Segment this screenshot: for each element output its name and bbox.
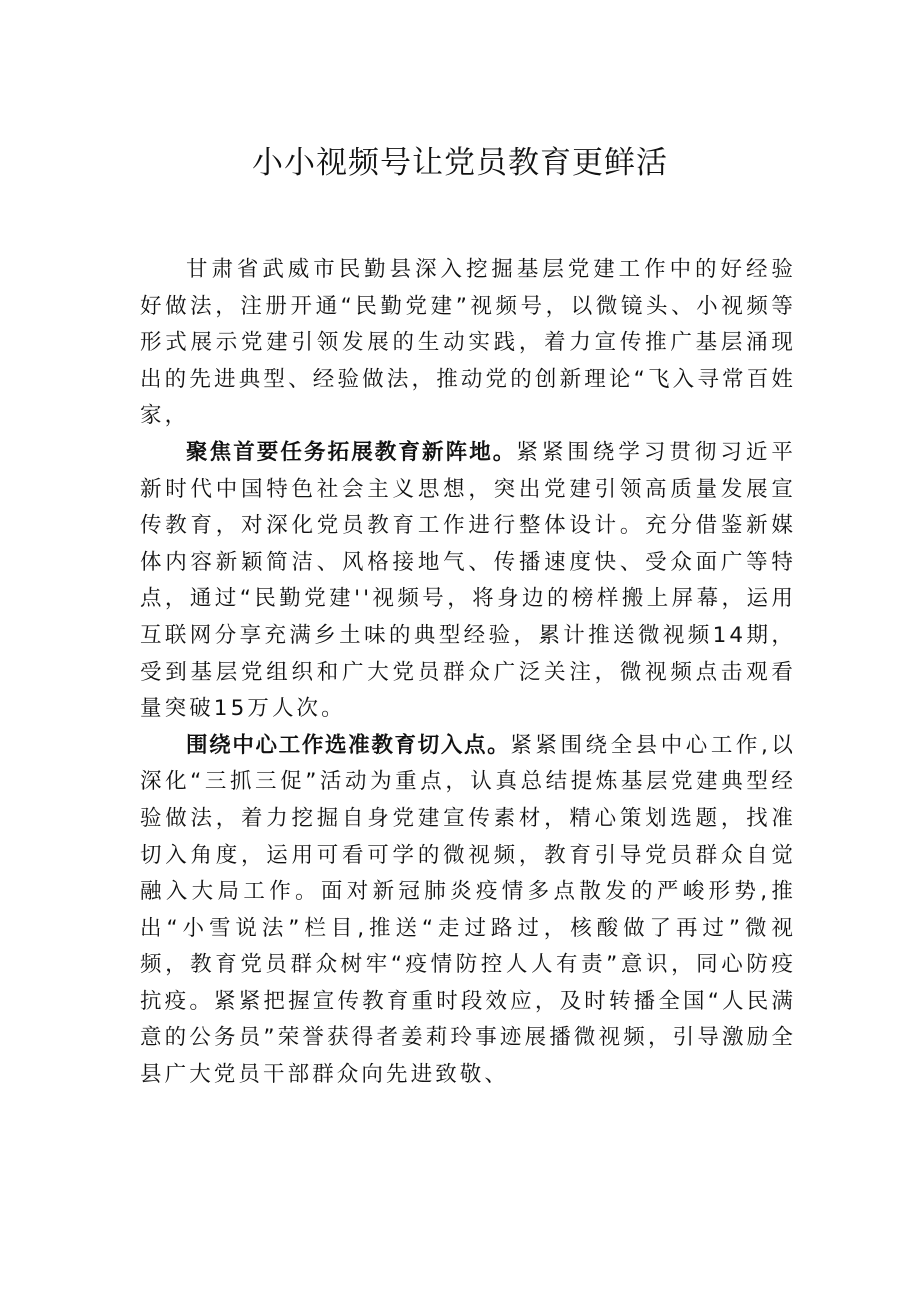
paragraph-text: 紧紧围绕全县中心工作,以深化“三抓三促”活动为重点，认真总结提炼基层党建典型经验做法，着力挖掘自身党建宣传素材，精心策划选题，找准切入角度，运用可看可学的微视频，教育引导党员群众自觉融入大局工作。面对新冠肺炎疫情多点散发的严峻形势,推出“小雪说法”栏目,推送“走过路过，核酸做了再过”微视频，教育党员群众树牢“疫情防控人人有责”意识，同心防疫抗疫。紧紧把握宣传教育重时段效应，及时转播全国“人民满意的公务员”荣誉获得者姜莉玲事迹展播微视频，引导激励全县广大党员干部群众向先进致敬、	[140, 732, 796, 1088]
paragraph-text: 甘肃省武威市民勤县深入挖掘基层党建工作中的好经验好做法，注册开通“民勤党建”视频号，以微镜头、小视频等形式展示党建引领发展的生动实践，着力宣传推广基层涌现出的先进典型、经验做法，推动党的创新理论“飞入寻常百姓家，	[140, 257, 796, 429]
paragraph-intro	[140, 252, 796, 435]
paragraph-new-front	[140, 435, 796, 728]
document-title: 小小视频号让党员教育更鲜活	[252, 145, 668, 181]
paragraph-text: 紧紧围绕学习贯彻习近平新时代中国特色社会主义思想，突出党建引领高质量发展宣传教育，对深化党员教育工作进行整体设计。充分借鉴新媒体内容新颖简洁、风格接地气、传播速度快、受众面广等特点，通过“民勤党建''视频号，将身边的榜样搬上屏幕，运用互联网分享充满乡土味的典型经验，累计推送微视频14期，受到基层党组织和广大党员群众广泛关注，微视频点击观看量突破15万人次。	[140, 439, 796, 722]
paragraph-lead: 围绕中心工作选准教育切入点。	[186, 732, 511, 758]
paragraph-lead: 聚焦首要任务拓展教育新阵地。	[186, 439, 517, 465]
document-body	[140, 252, 796, 1094]
paragraph-central-work	[140, 728, 796, 1094]
